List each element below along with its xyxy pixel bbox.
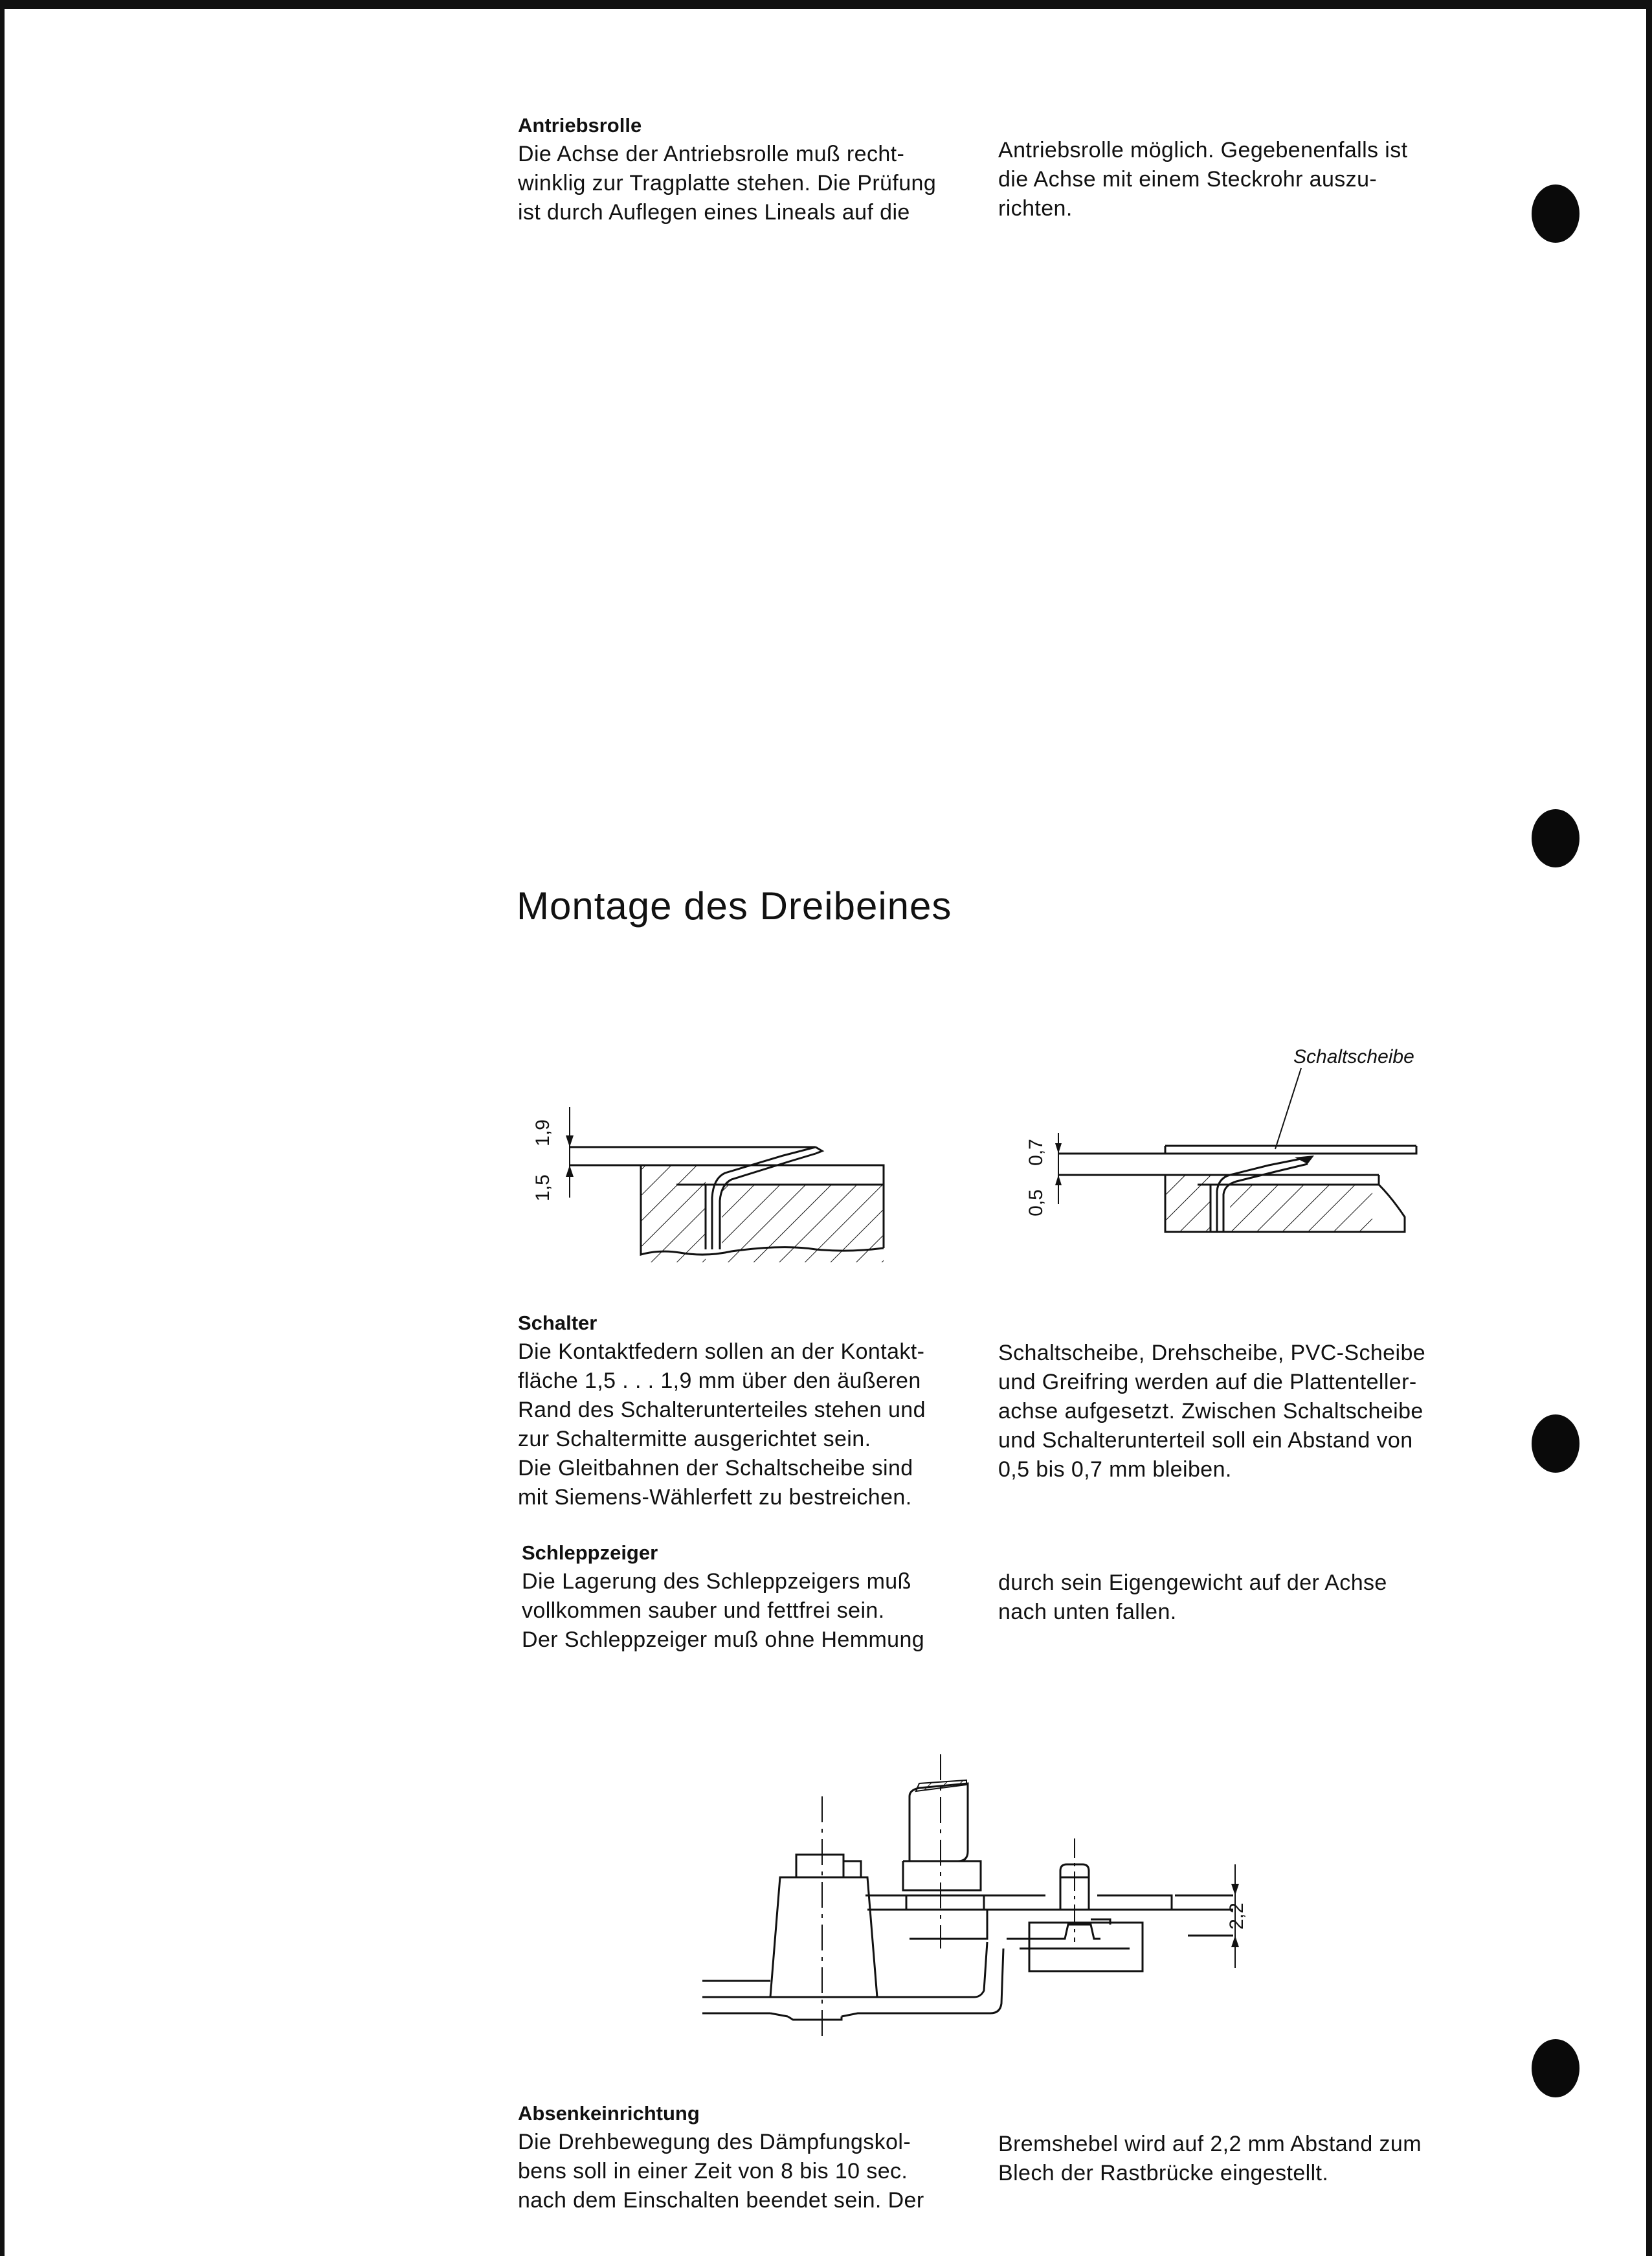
text-line: Die Kontaktfedern sollen an der Kontakt- (518, 1339, 925, 1364)
absenkeinrichtung-col2 (998, 2130, 1448, 2188)
text-line: 0,5 bis 0,7 mm bleiben. (998, 1457, 1232, 1482)
absenkeinrichtung-col1 (518, 2099, 966, 2215)
figure-schaltscheibe-gap (1025, 1046, 1444, 1243)
text-line: Die Drehbewegung des Dämpfungskol- (518, 2130, 911, 2154)
punch-hole (1532, 184, 1579, 243)
text-line: Rand des Schalterunterteiles stehen und (518, 1398, 926, 1422)
schaltscheibe-label: Schaltscheibe (1293, 1046, 1414, 1067)
section-heading: Schleppzeiger (522, 1541, 658, 1564)
section-heading: Antriebsrolle (518, 114, 642, 137)
schleppzeiger-col2 (998, 1569, 1448, 1627)
text-line: durch sein Eigengewicht auf der Achse (998, 1570, 1387, 1595)
punch-hole (1532, 809, 1579, 867)
figure-brake-lever (696, 1754, 1266, 2059)
text-line: Bremshebel wird auf 2,2 mm Abstand zum (998, 2132, 1422, 2156)
text-line: zur Schaltermitte ausgerichtet sein. (518, 1427, 871, 1451)
text-line: Antriebsrolle möglich. Gegebenenfalls ist (998, 138, 1408, 162)
text-line: Blech der Rastbrücke eingestellt. (998, 2161, 1329, 2185)
antriebsrolle-col1 (518, 111, 965, 227)
antriebsrolle-col2 (998, 136, 1448, 223)
text-line: und Schalterunterteil soll ein Abstand von (998, 1428, 1413, 1453)
text-line: Der Schleppzeiger muß ohne Hemmung (522, 1627, 925, 1652)
text-line: vollkommen sauber und fettfrei sein. (522, 1598, 885, 1623)
text-line: winklig zur Tragplatte stehen. Die Prüfung (518, 171, 937, 195)
text-line: Schaltscheibe, Drehscheibe, PVC-Scheibe (998, 1341, 1426, 1365)
dimension-label: 1,5 (532, 1174, 553, 1201)
dimension-label: 2,2 (1226, 1903, 1247, 1930)
section-heading: Absenkeinrichtung (518, 2102, 700, 2125)
page-title: Montage des Dreibeines (517, 884, 952, 928)
text-line: fläche 1,5 . . . 1,9 mm über den äußeren (518, 1368, 921, 1393)
punch-hole (1532, 2039, 1579, 2097)
text-line: achse aufgesetzt. Zwischen Schaltscheibe (998, 1399, 1423, 1424)
schleppzeiger-col1 (522, 1539, 966, 1655)
text-line: nach dem Einschalten beendet sein. Der (518, 2188, 924, 2213)
text-line: bens soll in einer Zeit von 8 bis 10 sec. (518, 2159, 908, 2183)
dimension-label: 0,7 (1025, 1139, 1047, 1166)
text-line: Die Lagerung des Schleppzeigers muß (522, 1569, 911, 1594)
text-line: richten. (998, 196, 1073, 221)
dimension-label: 1,9 (532, 1119, 553, 1146)
text-line: und Greifring werden auf die Plattenteller- (998, 1370, 1417, 1394)
scan-border-top (0, 0, 1652, 9)
text-line: Die Achse der Antriebsrolle muß recht- (518, 142, 905, 166)
text-line: Die Gleitbahnen der Schaltscheibe sind (518, 1456, 913, 1480)
scan-border-right (1646, 0, 1652, 2256)
schalter-col1 (518, 1309, 966, 1512)
text-line: mit Siemens-Wählerfett zu bestreichen. (518, 1485, 912, 1510)
punch-hole (1532, 1414, 1579, 1473)
text-line: die Achse mit einem Steckrohr auszu- (998, 167, 1378, 192)
dimension-label: 0,5 (1025, 1189, 1047, 1216)
scan-border-left (0, 0, 5, 2256)
schalter-col2 (998, 1339, 1448, 1484)
section-heading: Schalter (518, 1312, 597, 1334)
text-line: ist durch Auflegen eines Lineals auf die (518, 200, 910, 225)
figure-contact-spring (511, 1094, 887, 1269)
text-line: nach unten fallen. (998, 1600, 1177, 1624)
